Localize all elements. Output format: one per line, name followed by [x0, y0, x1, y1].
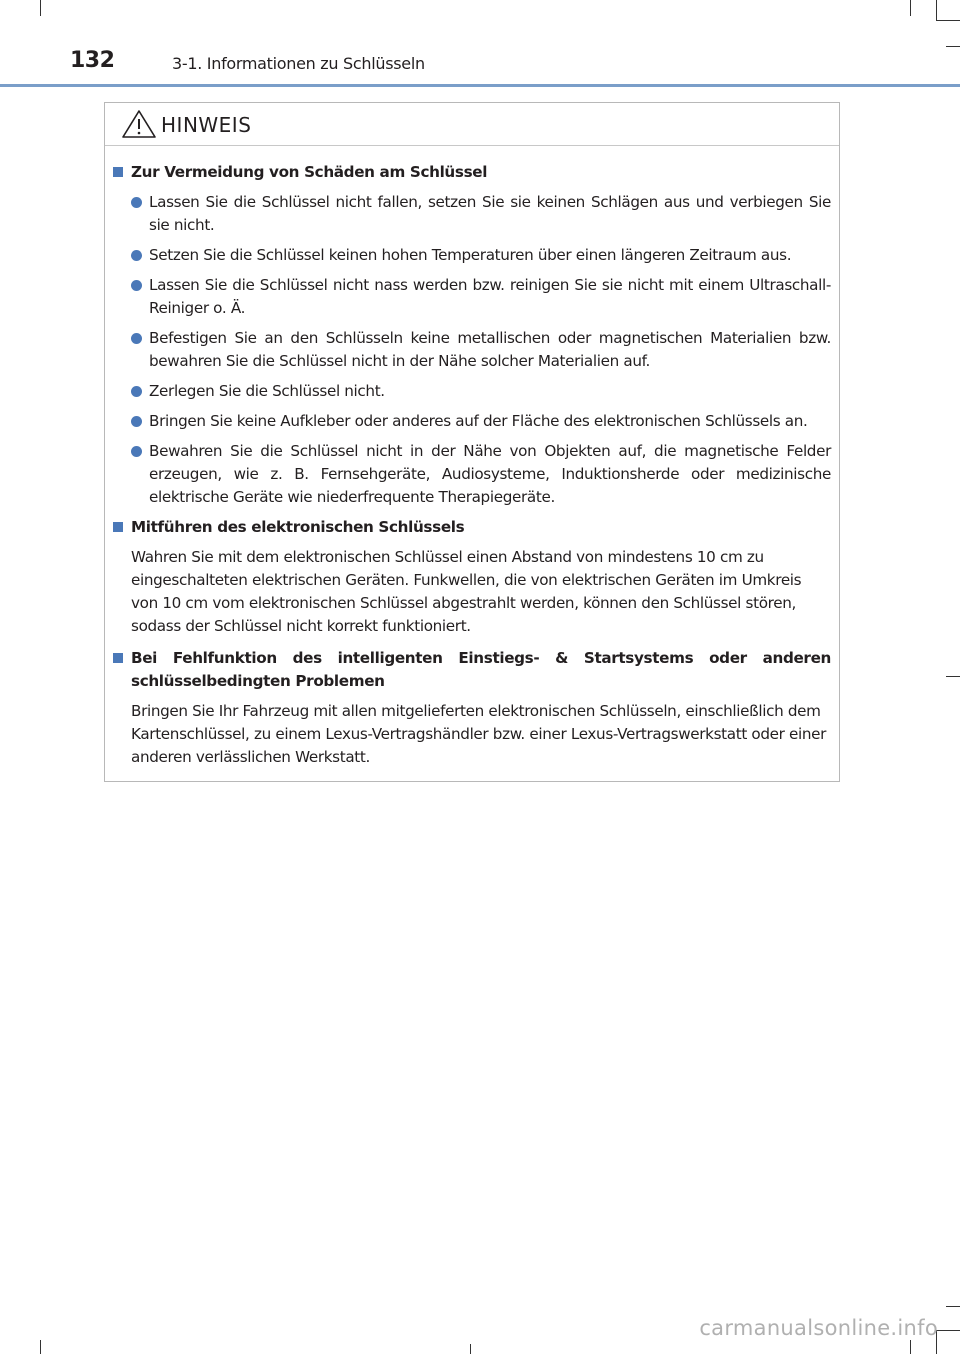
watermark: carmanualsonline.info	[699, 1316, 938, 1340]
list-item	[111, 440, 831, 509]
section-heading-text: Zur Vermeidung von Schäden am Schlüssel	[131, 163, 488, 181]
round-bullet-icon	[131, 416, 142, 427]
notice-header	[105, 103, 839, 146]
list-item-text: Bewahren Sie die Schlüssel nicht in der Nähe von Objekten auf, die magnetische Felder erzeugen, wie z. B. Fernsehgeräte, Audiosysteme, Induktionsherde oder medizinische elektrische Geräte wie niederfrequente Therapiegeräte.	[149, 442, 831, 506]
page-header	[70, 44, 960, 84]
section-paragraph: Bringen Sie Ihr Fahrzeug mit allen mitgelieferten elektronischen Schlüsseln, einschließlich dem Kartenschlüssel, zu einem Lexus-Vertragshändler bzw. einer Lexus-Vertragswerkstatt oder einer anderen verlässlichen Werkstatt.	[131, 702, 827, 766]
list-item-text: Zerlegen Sie die Schlüssel nicht.	[149, 382, 385, 400]
notice-title: HINWEIS	[161, 113, 252, 137]
page-number: 132	[70, 48, 115, 73]
round-bullet-icon	[131, 250, 142, 261]
list-item	[111, 380, 831, 403]
section-heading	[111, 161, 831, 184]
square-bullet-icon	[113, 653, 123, 663]
round-bullet-icon	[131, 386, 142, 397]
notice-body	[105, 161, 839, 778]
section-title: 3-1. Informationen zu Schlüsseln	[172, 54, 425, 73]
header-rule	[0, 84, 960, 87]
round-bullet-icon	[131, 280, 142, 291]
crop-mark	[470, 1344, 471, 1354]
list-item-text: Bringen Sie keine Aufkleber oder anderes auf der Fläche des elektronischen Schlüssels an.	[149, 412, 808, 430]
round-bullet-icon	[131, 197, 142, 208]
list-item	[111, 274, 831, 320]
section-paragraph: Wahren Sie mit dem elektronischen Schlüssel einen Abstand von mindestens 10 cm zu eingeschalteten elektrischen Geräten. Funkwellen, die von elektrischen Geräten im Umkreis von 10 cm vom elektronischen Schlüssel abgestrahlt werden, können den Schlüssel stören, sodass der Schlüssel nicht korrekt funktioniert.	[131, 548, 802, 635]
crop-mark	[936, 1330, 960, 1331]
section-heading	[111, 516, 831, 539]
list-item-text: Lassen Sie die Schlüssel nicht nass werden bzw. reinigen Sie sie nicht mit einem Ultraschall-Reiniger o. Ä.	[149, 276, 831, 317]
notice-box	[104, 102, 840, 782]
section-heading	[111, 647, 831, 693]
crop-mark	[946, 1306, 960, 1307]
crop-mark	[910, 1340, 911, 1354]
warning-triangle-icon	[121, 109, 157, 139]
crop-mark	[936, 20, 960, 21]
list-item-text: Befestigen Sie an den Schlüsseln keine metallischen oder magnetischen Materialien bzw. bewahren Sie die Schlüssel nicht in der Nähe solcher Materialien auf.	[149, 329, 831, 370]
crop-mark	[910, 0, 911, 16]
section-heading-text: Mitführen des elektronischen Schlüssels	[131, 518, 465, 536]
list-item	[111, 327, 831, 373]
section-heading-text: Bei Fehlfunktion des intelligenten Einstiegs- & Startsystems oder anderen schlüsselbedingten Problemen	[131, 649, 831, 690]
square-bullet-icon	[113, 167, 123, 177]
round-bullet-icon	[131, 446, 142, 457]
list-item	[111, 244, 831, 267]
crop-mark	[40, 1340, 41, 1354]
list-item-text: Lassen Sie die Schlüssel nicht fallen, setzen Sie sie keinen Schlägen aus und verbiegen Sie sie nicht.	[149, 193, 831, 234]
crop-mark	[936, 0, 937, 20]
round-bullet-icon	[131, 333, 142, 344]
list-item-text: Setzen Sie die Schlüssel keinen hohen Temperaturen über einen längeren Zeitraum aus.	[149, 246, 792, 264]
crop-mark	[946, 676, 960, 677]
square-bullet-icon	[113, 522, 123, 532]
list-item	[111, 410, 831, 433]
crop-mark	[40, 0, 41, 16]
list-item	[111, 191, 831, 237]
